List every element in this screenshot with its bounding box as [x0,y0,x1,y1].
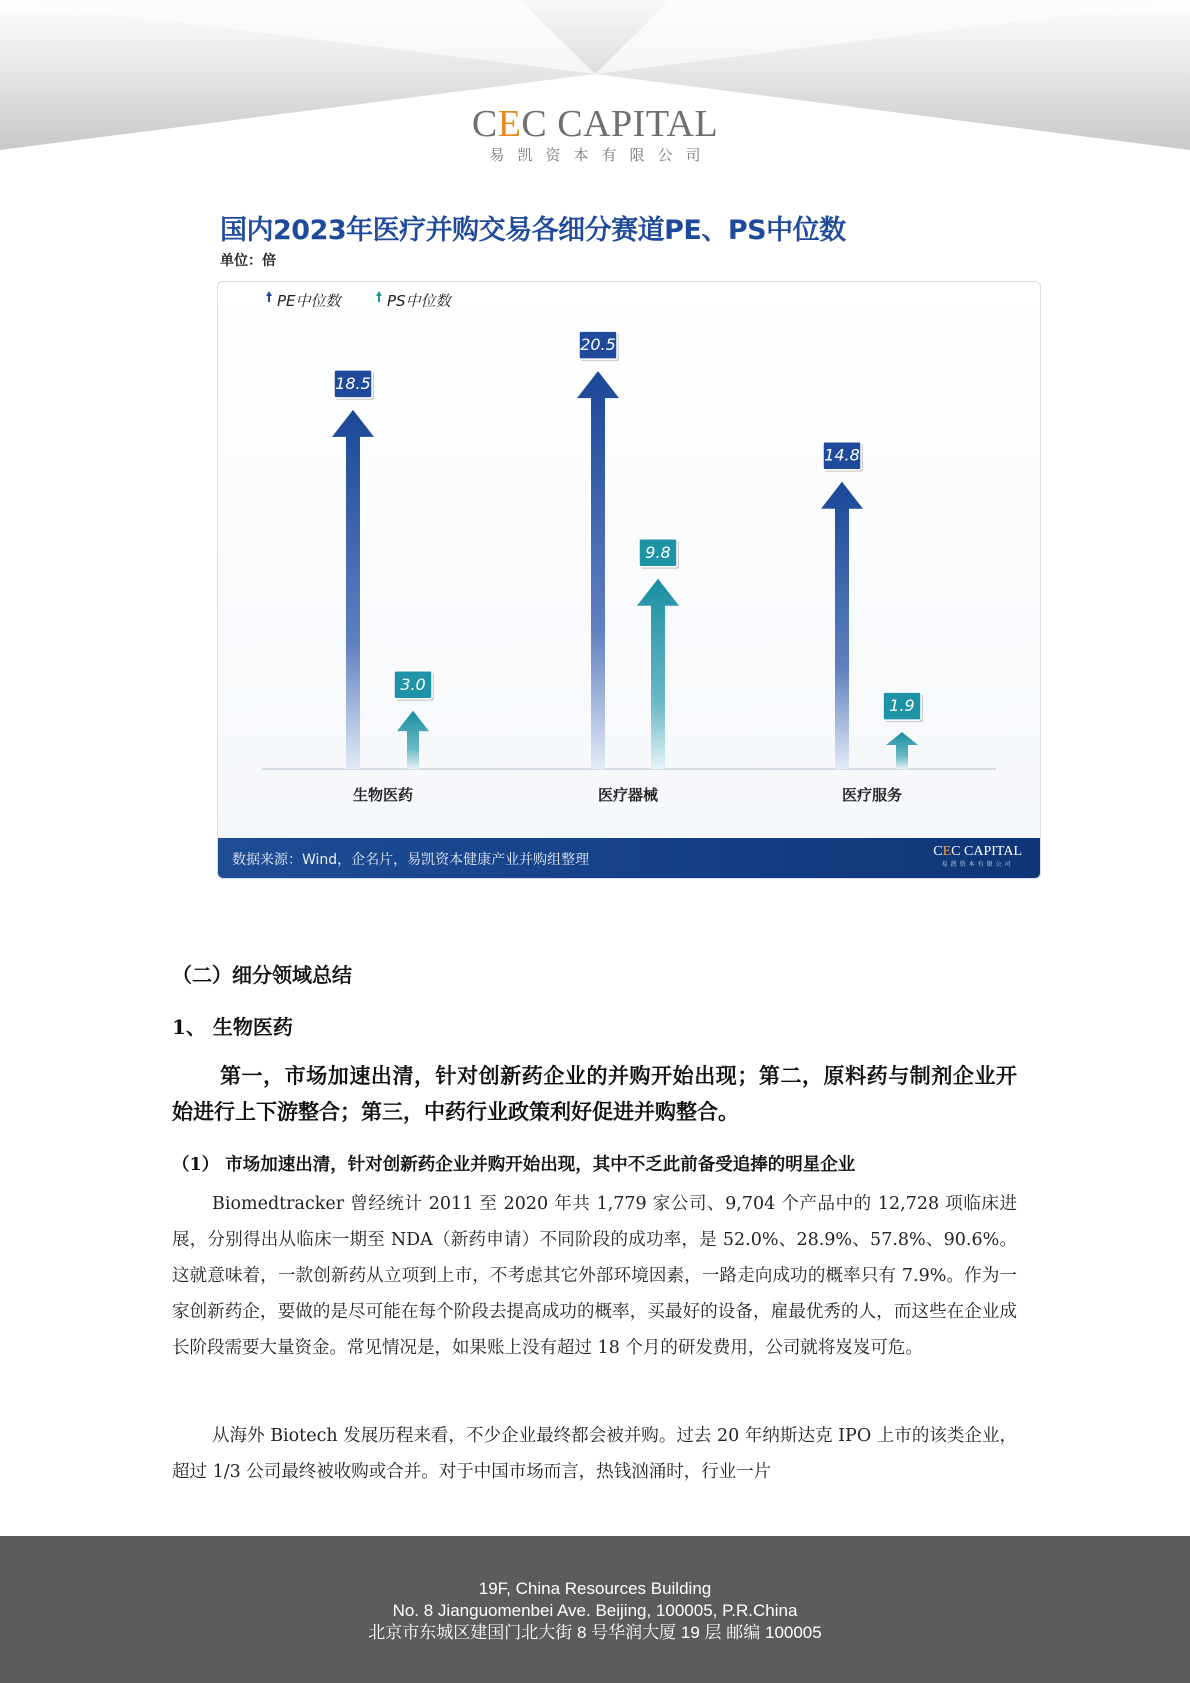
legend-arrow-icon [376,291,382,302]
value-label: 9.8 [645,542,671,562]
category-label: 生物医药 [352,786,414,804]
bar-PE中位数-医疗服务 [821,482,863,769]
paragraph-heading: （1） 市场加速出清，针对创新药企业并购开始出现，其中不乏此前备受追捧的明星企业 [172,1155,856,1175]
value-label: 18.5 [335,373,371,393]
legend-label: PE中位数 [277,292,341,310]
legend-label: PS中位数 [387,292,451,310]
bar-PS中位数-医疗服务 [886,732,918,769]
legend-arrow-icon [266,291,272,302]
value-label: 3.0 [400,674,426,694]
bar-PE中位数-生物医药 [332,410,374,769]
bar-PS中位数-医疗器械 [637,579,679,769]
chart-unit: 单位：倍 [220,253,276,269]
page-footer [0,1536,1190,1683]
bar-PS中位数-生物医药 [397,711,429,769]
chart-panel [217,281,1041,879]
footer-address-line-3: 北京市东城区建国门北大街 8 号华润大厦 19 层 邮编 100005 [368,1623,822,1642]
company-name-chinese: 易凯资本有限公司 [489,146,714,164]
chart-title: 国内2023年医疗并购交易各细分赛道PE、PS中位数 [220,215,846,246]
footer-address-line-2: No. 8 Jianguomenbei Ave. Beijing, 100005, P.R.China [392,1601,798,1620]
chart-logo: CEC CAPITAL 易凯资本有限公司 [933,844,1022,868]
chart-source: 数据来源：Wind，企名片，易凯资本健康产业并购组整理 [232,852,590,868]
body-paragraph-2: 从海外 Biotech 发展历程来看，不少企业最终都会被并购。过去 20 年纳斯达克 IPO 上市的该类企业，超过 1/3 公司最终被收购或合并。对于中国市场而言，热钱汹涌时，行业一片 [172,1426,1017,1482]
category-label: 医疗服务 [841,786,903,804]
sub-heading: 1、 生物医药 [172,1015,293,1039]
section-heading: （二）细分领域总结 [172,963,352,987]
value-label: 14.8 [824,445,860,465]
summary-paragraph: 第一，市场加速出清，针对创新药企业的并购开始出现；第二，原料药与制剂企业开始进行上下游整合；第三，中药行业政策利好促进并购整合。 [172,1063,1017,1124]
footer-address-line-1: 19F, China Resources Building [478,1579,712,1598]
value-label: 1.9 [889,696,915,716]
body-paragraph-1: Biomedtracker 曾经统计 2011 至 2020 年共 1,779 家公司、9,704 个产品中的 12,728 项临床进展，分别得出从临床一期至 NDA（新药申请）不同阶段的成功率，是 52.0%、28.9%、57.8%、90.6%。这就意味着，一款创新药从立项到上市，不考虑其它外部环境因素，一路走向成功的概率只有 7.9%。作为一家创新药企，要做的是尽可能在每个阶段去提高成功的概率，买最好的设备，雇最优秀的人，而这些在企业成长阶段需要大量资金。常见情况是，如果账上没有超过 18 个月的研发费用，公司就将岌岌可危。 [172,1194,1017,1358]
company-logo: CEC CAPITAL 易凯资本有限公司 [0,104,1190,165]
value-label: 20.5 [580,335,616,355]
category-label: 医疗器械 [597,786,659,804]
bar-chart [218,282,1040,838]
bar-PE中位数-医疗器械 [577,371,619,769]
chart-source-bar [218,838,1040,878]
